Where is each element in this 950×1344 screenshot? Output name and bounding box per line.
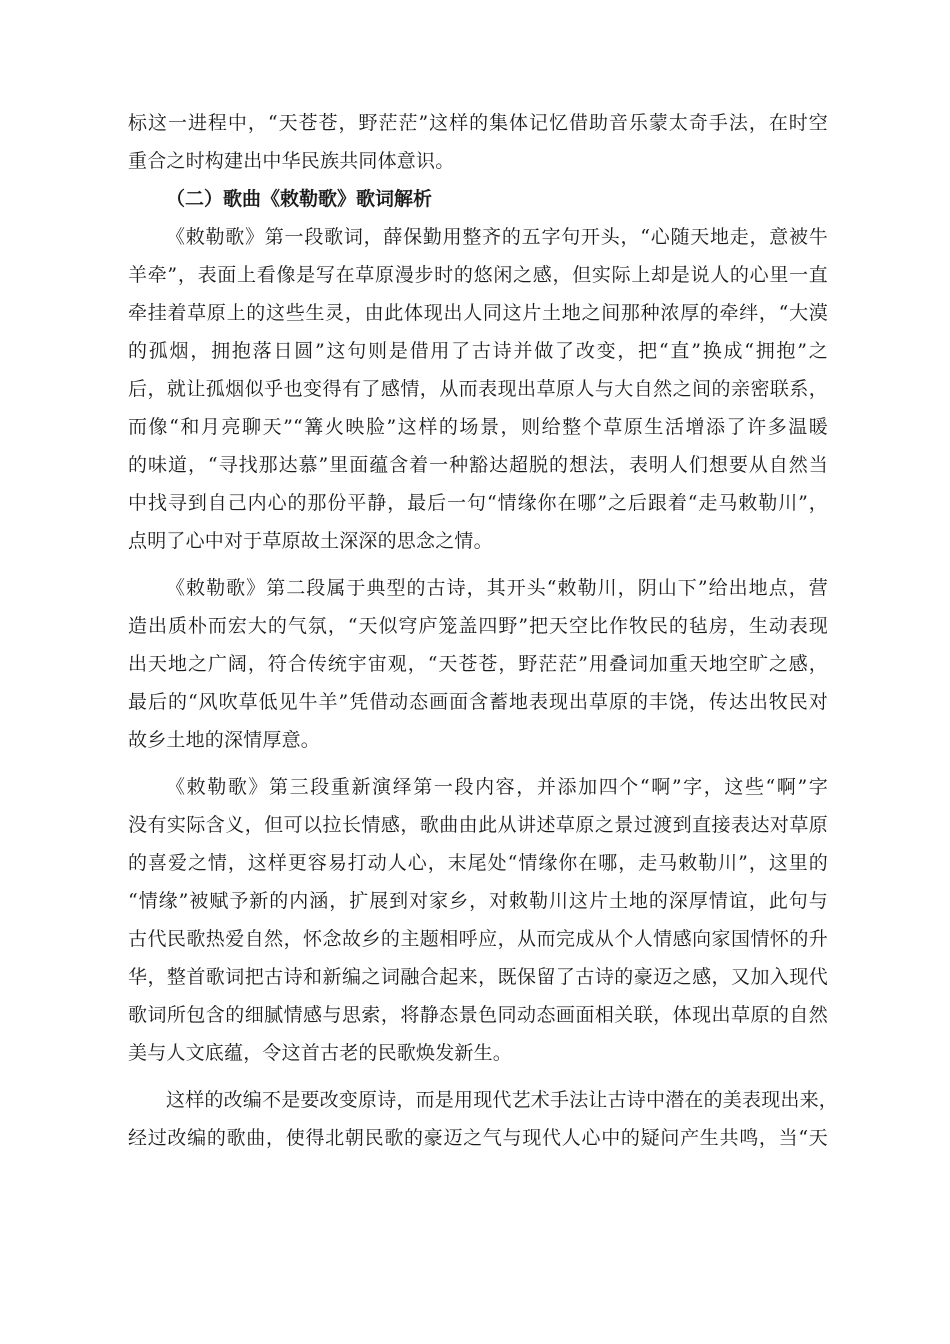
text-line: 《敕勒歌》第二段属于典型的古诗，其开头“敕勒川，阴山下”给出地点，营 xyxy=(166,577,828,599)
text-line: “情缘”被赋予新的内涵，扩展到对家乡，对敕勒川这片土地的深厚情谊，此句与 xyxy=(128,890,828,912)
text-line: 的喜爱之情，这样更容易打动人心，末尾处“情缘你在哪，走马敕勒川”，这里的 xyxy=(128,852,828,874)
paragraph-1 xyxy=(128,218,828,560)
text-line: 故乡土地的深情厚意。 xyxy=(128,729,321,751)
text-line: 重合之时构建出中华民族共同体意识。 xyxy=(128,150,455,172)
text-line: 《敕勒歌》第三段重新演绎第一段内容，并添加四个“啊”字，这些“啊”字 xyxy=(166,776,828,798)
text-line: 而像“和月亮聊天”“篝火映脸”这样的场景，则给整个草原生活增添了许多温暖 xyxy=(128,416,828,438)
text-line: 歌词所包含的细腻情感与思索，将静态景色同动态画面相关联，体现出草原的自然 xyxy=(128,1004,828,1026)
text-line: 《敕勒歌》第一段歌词，薛保勤用整齐的五字句开头，“心随天地走，意被牛 xyxy=(166,226,828,248)
text-line: 没有实际含义，但可以拉长情感，歌曲由此从讲述草原之景过渡到直接表达对草原 xyxy=(128,814,828,836)
text-line: 古代民歌热爱自然，怀念故乡的主题相呼应，从而完成从个人情感向家国情怀的升 xyxy=(128,928,828,950)
text-line: 的孤烟，拥抱落日圆”这句则是借用了古诗并做了改变，把“直”换成“拥抱”之 xyxy=(128,340,828,362)
text-line: 造出质朴而宏大的气氛，“天似穹庐笼盖四野”把天空比作牧民的毡房，生动表现 xyxy=(128,615,828,637)
text-line: 出天地之广阔，符合传统宇宙观，“天苍苍，野茫茫”用叠词加重天地空旷之感， xyxy=(128,653,828,675)
paragraph-2 xyxy=(128,569,828,759)
text-line: 的味道，“寻找那达慕”里面蕴含着一种豁达超脱的想法，表明人们想要从自然当 xyxy=(128,454,828,476)
text-line: 牵挂着草原上的这些生灵，由此体现出人同这片土地之间那种浓厚的牵绊，“大漠 xyxy=(128,302,828,324)
document-page xyxy=(128,104,839,1157)
text-line: 点明了心中对于草原故土深深的思念之情。 xyxy=(128,530,493,552)
text-line: 美与人文底蕴，令这首古老的民歌焕发新生。 xyxy=(128,1042,513,1064)
paragraph-3 xyxy=(128,768,828,1072)
text-line: 经过改编的歌曲，使得北朝民歌的豪迈之气与现代人心中的疑问产生共鸣，当“天 xyxy=(128,1127,828,1149)
text-line: 最后的“风吹草低见牛羊”凭借动态画面含蓄地表现出草原的丰饶，传达出牧民对 xyxy=(128,691,828,713)
text-line: 标这一进程中，“天苍苍，野茫茫”这样的集体记忆借助音乐蒙太奇手法，在时空 xyxy=(128,112,828,134)
paragraph-4 xyxy=(128,1081,839,1157)
text-line: 后，就让孤烟似乎也变得有了感情，从而表现出草原人与大自然之间的亲密联系， xyxy=(128,378,828,400)
text-line: 华，整首歌词把古诗和新编之词融合起来，既保留了古诗的豪迈之感，又加入现代 xyxy=(128,966,828,988)
paragraph-intro xyxy=(128,104,828,180)
text-line: 中找寻到自己内心的那份平静，最后一句“情缘你在哪”之后跟着“走马敕勒川”， xyxy=(128,492,828,514)
text-line: 这样的改编不是要改变原诗，而是用现代艺术手法让古诗中潜在的美表现出来， xyxy=(166,1089,839,1111)
section-heading: （二）歌曲《敕勒歌》歌词解析 xyxy=(166,188,433,210)
text-line: 羊牵”，表面上看像是写在草原漫步时的悠闲之感，但实际上却是说人的心里一直 xyxy=(128,264,828,286)
